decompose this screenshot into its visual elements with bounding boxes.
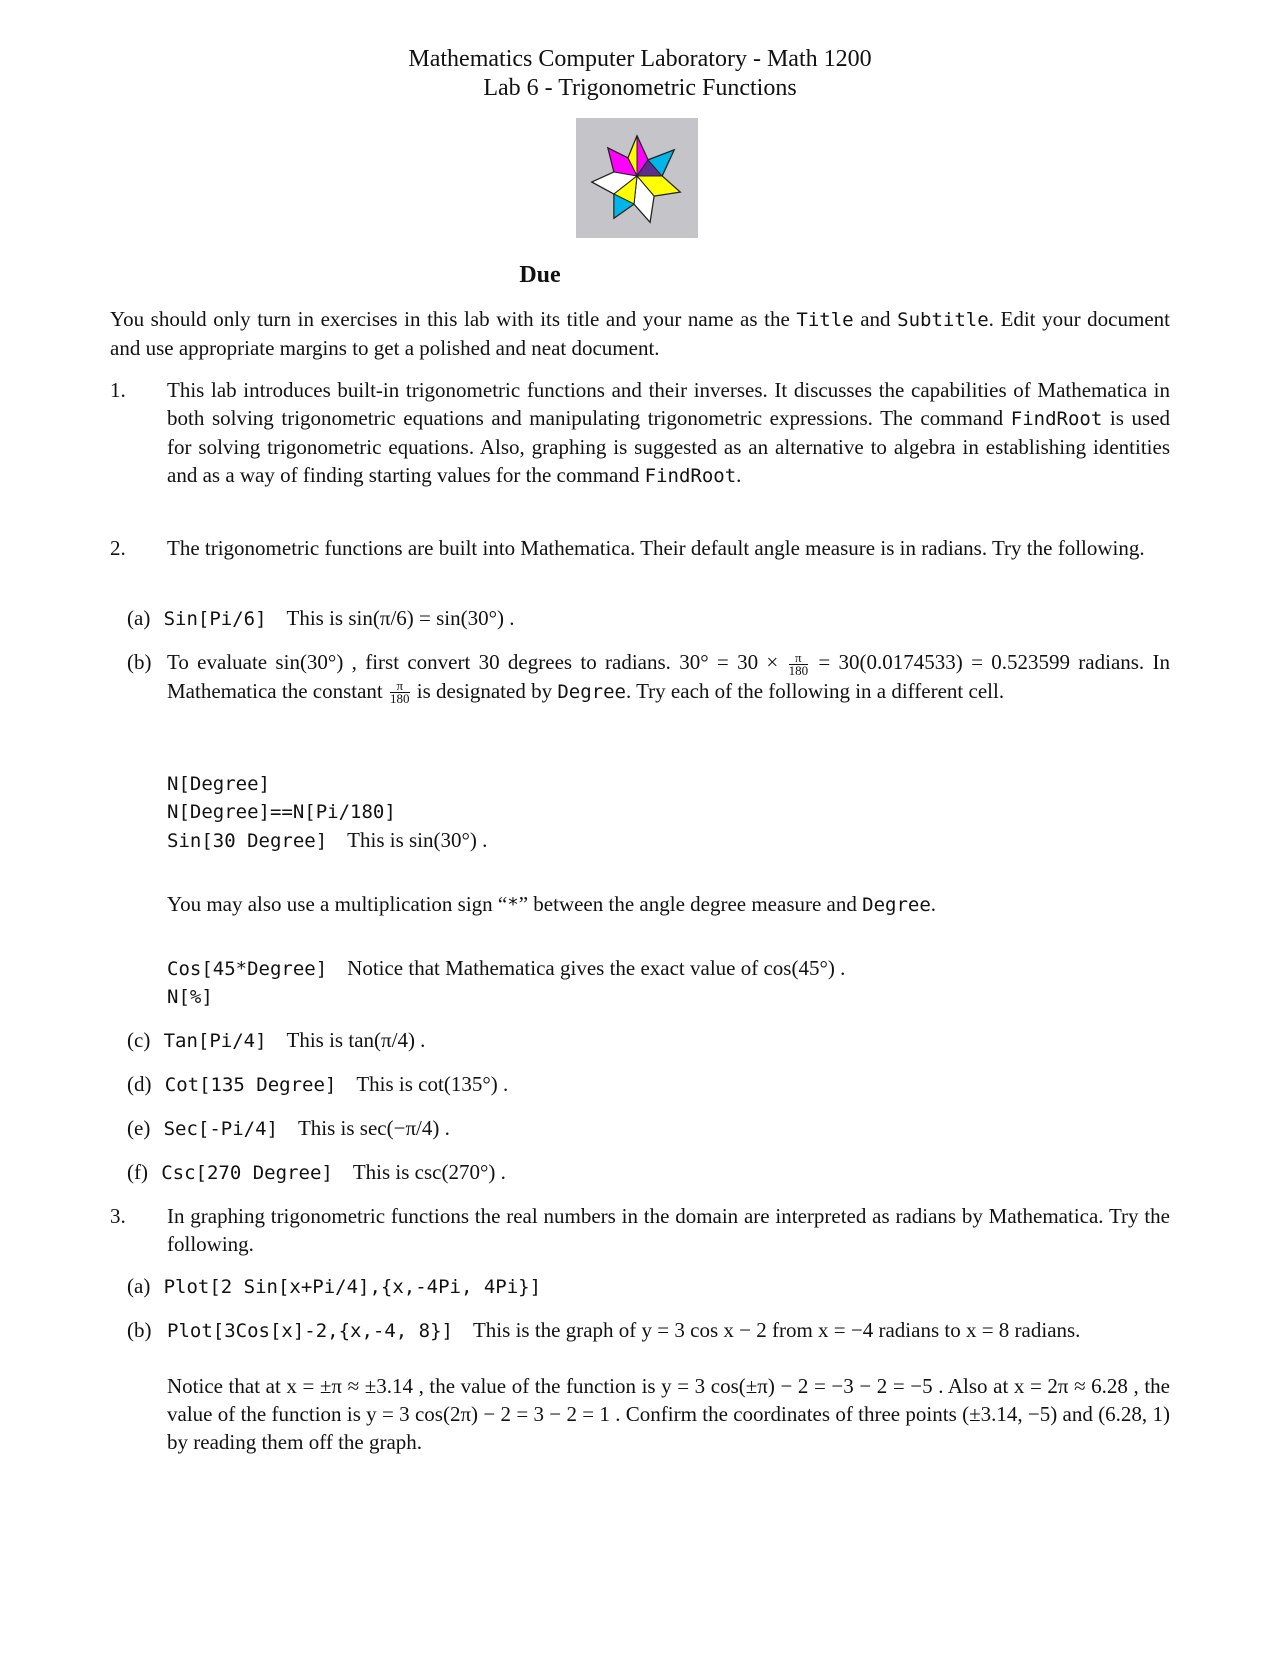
frac-den-2: 180: [390, 691, 410, 707]
code-line-2: N[Degree]==N[Pi/180]: [167, 801, 396, 823]
pi-over-180-fraction-2: [390, 680, 410, 705]
item-2c-text: This is tan(π/4) .: [286, 1028, 426, 1052]
item-1-text-1: This lab introduces built-in trigonometric functions and their inverses. It discusses the capabilities of Mathematica in both solving trigonometric equations and manipulating trigonometric expressions. The command: [167, 378, 1170, 430]
intro-text-3: . Edit your document and use appropriate margins to get a polished and neat document.: [110, 307, 1170, 360]
item-2c-label: (c): [127, 1028, 151, 1052]
star-polyhedron-icon: [576, 118, 698, 238]
item-2d-label: (d): [127, 1072, 152, 1096]
intro-paragraph: [110, 305, 1170, 362]
item-2a: [127, 604, 515, 633]
item-2-paragraph: The trigonometric functions are built into Mathematica. Their default angle measure is in radians. Try the following.: [167, 536, 1145, 560]
code-line-3: Sin[30 Degree]: [167, 830, 328, 852]
item-2c-code: Tan[Pi/4]: [163, 1030, 267, 1052]
item-3b-code: Plot[3Cos[x]-2,{x,-4, 8}]: [167, 1320, 453, 1342]
item-2b-paragraph: [167, 648, 1170, 706]
pi-over-180-fraction: [788, 649, 809, 678]
item-3b-note: Notice that at x = ±π ≈ ±3.14 , the value of the function is y = 3 cos(±π) − 2 = −3 − 2 = −5 . Also at x = 2π ≈ 6.28 , the value of the function is y = 3 cos(2π) − 2 = 3 − 2 = 1 . Confirm the coordinates of three points (±3.14, −5) and (6.28, 1) by reading them off the graph.: [167, 1374, 1170, 1454]
item-2f-label: (f): [127, 1160, 148, 1184]
intro-text-2: and: [860, 307, 891, 331]
item-2f: [127, 1158, 506, 1187]
item-3a: [127, 1272, 541, 1301]
degree-code-2: Degree: [862, 894, 931, 916]
item-3-number: 3.: [110, 1204, 126, 1228]
code-line-1: N[Degree]: [167, 773, 270, 795]
cos-code: Cos[45*Degree]: [167, 958, 328, 980]
item-2a-code: Sin[Pi/6]: [163, 608, 267, 630]
item-2d: [127, 1070, 508, 1099]
star-code: *: [507, 894, 519, 916]
item-2e-text: This is sec(−π/4) .: [297, 1116, 450, 1140]
item-2f-text: This is csc(270°) .: [352, 1160, 506, 1184]
code-block-degree: [167, 770, 487, 855]
item-3b-text: This is the graph of y = 3 cos x − 2 from x = −4 radians to x = 8 radians.: [472, 1318, 1081, 1342]
item-1-text-2: is used for solving trigonometric equations. Also, graphing is suggested as an alternative to algebra in establishing identities and as a way of finding starting values for the command: [167, 406, 1171, 487]
item-2e: [127, 1114, 450, 1143]
degree-code: Degree: [557, 680, 626, 703]
item-2a-text: This is sin(π/6) = sin(30°) .: [286, 606, 515, 630]
item-1-text-3: .: [736, 463, 742, 487]
item-2f-code: Csc[270 Degree]: [161, 1162, 333, 1184]
item-3a-label: (a): [127, 1274, 151, 1298]
frac-num-2: π: [396, 678, 404, 694]
multiplication-note: [167, 890, 936, 919]
item-2d-code: Cot[135 Degree]: [164, 1074, 337, 1096]
title-code: Title: [796, 309, 854, 331]
findroot-code: FindRoot: [1010, 408, 1103, 430]
item-2e-code: Sec[-Pi/4]: [163, 1118, 278, 1140]
code-line-3-text: This is sin(30°) .: [347, 828, 488, 852]
item-2c: [127, 1026, 425, 1055]
item-2e-label: (e): [127, 1116, 151, 1140]
intro-text-1: You should only turn in exercises in this lab with its title and your name as the: [110, 307, 790, 331]
item-3-paragraph: In graphing trigonometric functions the real numbers in the domain are interpreted as radians by Mathematica. Try the following.: [167, 1204, 1170, 1256]
item-2d-text: This is cot(135°) .: [356, 1072, 509, 1096]
frac-den: 180: [788, 662, 809, 678]
item-3b-paragraph: [167, 1316, 1170, 1345]
cos-note: Notice that Mathematica gives the exact value of cos(45°) .: [347, 956, 846, 980]
item-1-number: 1.: [110, 378, 126, 402]
item-2b-text-3: is designated by: [416, 678, 553, 703]
item-2b-text-4: . Try each of the following in a different cell.: [625, 678, 1005, 703]
frac-num: π: [795, 649, 802, 665]
course-title: Mathematics Computer Laboratory - Math 1200: [408, 46, 872, 72]
lab-title: Lab 6 - Trigonometric Functions: [483, 75, 797, 101]
subtitle-code: Subtitle: [897, 309, 989, 331]
item-2-number: 2.: [110, 536, 126, 560]
item-2b-text-1: To evaluate sin(30°) , first convert 30 degrees to radians. 30° = 30 ×: [167, 650, 779, 674]
item-3a-code: Plot[2 Sin[x+Pi/4],{x,-4Pi, 4Pi}]: [163, 1276, 542, 1298]
mult-text-3: .: [930, 892, 937, 916]
mult-text-1: You may also use a multiplication sign “: [167, 892, 508, 916]
item-1-paragraph: [167, 376, 1170, 490]
item-2a-label: (a): [127, 606, 151, 630]
findroot-code-2: FindRoot: [644, 465, 737, 487]
item-3b-label: (b): [127, 1318, 152, 1342]
due-heading: Due: [519, 262, 561, 288]
n-percent-code: N[%]: [167, 986, 213, 1008]
item-2b-text-2: = 30(0.0174533) = 0.523599 radians. In Mathematica the constant: [167, 650, 1170, 703]
code-block-cos: [167, 954, 845, 1011]
mult-text-2: ” between the angle degree measure and: [518, 892, 857, 916]
item-2b-label: (b): [127, 650, 152, 674]
